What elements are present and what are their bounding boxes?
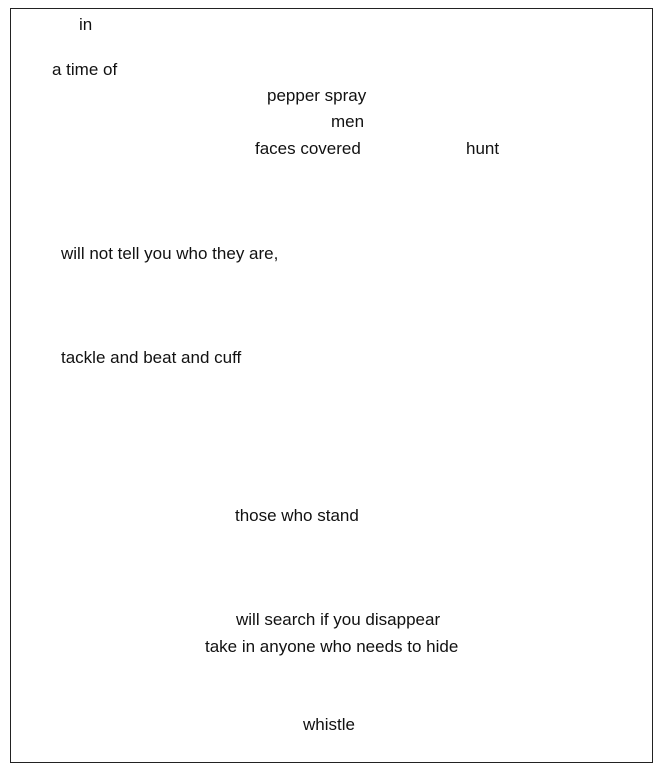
poem-line: pepper spray — [267, 86, 367, 105]
poem-line: will search if you disappear — [236, 610, 441, 629]
poem-line: whistle — [303, 715, 355, 734]
poem-line: men — [331, 112, 365, 131]
poem-line: a time of — [52, 60, 118, 79]
poem-line: tackle and beat and cuff — [61, 348, 242, 367]
poem-line: faces covered — [255, 139, 361, 158]
poem-line: those who stand — [235, 506, 359, 525]
poem-line: will not tell you who they are, — [61, 244, 279, 263]
poem-line: take in anyone who needs to hide — [205, 637, 459, 656]
poem-line: hunt — [466, 139, 500, 158]
poem-line: in — [79, 15, 93, 34]
